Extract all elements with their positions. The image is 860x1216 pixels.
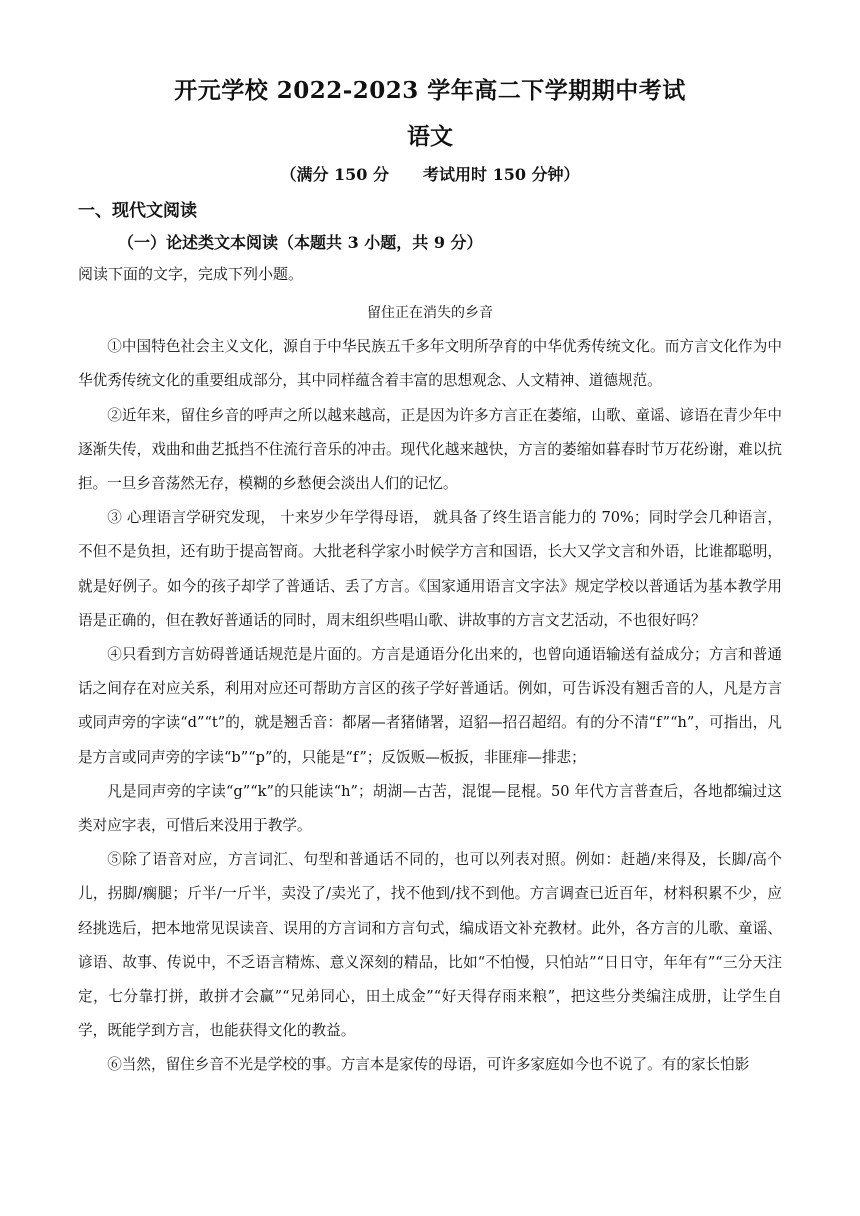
subject-title: 语文 bbox=[407, 123, 453, 150]
paragraph-3: ③ 心理语言学研究发现， 十来岁少年学得母语， 就具备了终生语言能力的 70%；同时学会几种语言，不但不是负担，还有助于提高智商。大批老科学家小时候学方言和国语，长大又学文言和外语，比谁都聪明，就是好例子。如今的孩子却学了普通话、丢了方言。《国家通用语言文字法》规定学校以普通话为基本教学用语是正确的，但在教好普通话的同时，周末组织些唱山歌、讲故事的方言文艺活动，不也很好吗？ bbox=[78, 509, 782, 629]
paragraph-4: ④只看到方言妨碍普通话规范是片面的。方言是通语分化出来的，也曾向通语输送有益成分；方言和普通话之间存在对应关系，利用对应还可帮助方言区的孩子学好普通话。例如，可告诉没有翘舌音的人，凡是方言或同声旁的字读“d”“t”的，就是翘舌音：都屠—者猪储署，迢貂—招召超绍。有的分不清“f”“h”，可指出，凡是方言或同声旁的字读“b”“p”的，只能是“f”；反饭贩—板扳，非匪痱—排悲； bbox=[78, 646, 782, 766]
paragraph-5: ⑤除了语音对应，方言词汇、句型和普通话不同的，也可以列表对照。例如：赶趟/来得及，长脚/高个儿，拐脚/瘸腿；斤半/一斤半，卖没了/卖光了，找不他到/找不到他。方言调查已近百年，材料积累不少，应经挑选后，把本地常见误读音、误用的方言词和方言句式，编成语文补充教材。此外，各方言的儿歌、童谣、谚语、故事、传说中，不乏语言精炼、意义深刻的精品，比如“不怕慢，只怕站”“日日守，年年有”“三分天注定，七分靠打拼，敢拼才会赢”“兄弟同心，田土成金”“好天得存雨来粮”，把这些分类编注成册，让学生自学，既能学到方言，也能获得文化的教益。 bbox=[78, 851, 782, 1040]
paragraph-1: ①中国特色社会主义文化，源自于中华民族五千多年文明所孕育的中华优秀传统文化。而方言文化作为中华优秀传统文化的重要组成部分，其中同样蕴含着丰富的思想观念、人文精神、道德规范。 bbox=[78, 338, 782, 390]
section-heading: 一、现代文阅读 bbox=[78, 201, 197, 221]
subsection-heading: （一）论述类文本阅读（本题共 3 小题，共 9 分） bbox=[118, 233, 483, 252]
article bbox=[78, 296, 782, 1083]
paragraph-2: ②近年来，留住乡音的呼声之所以越来越高，正是因为许多方言正在萎缩，山歌、童谣、谚语在青少年中逐渐失传，戏曲和曲艺抵挡不住流行音乐的冲击。现代化越来越快，方言的萎缩如暮春时节万花纷谢，难以抗拒。一旦乡音荡然无存，模糊的乡愁便会淡出人们的记忆。 bbox=[78, 406, 782, 493]
paragraph-4-continued: 凡是同声旁的字读“g”“k”的只能读“h”；胡湖—古苦，混馄—昆棍。50 年代方言普查后，各地都编过这类对应字表，可惜后来没用于教学。 bbox=[78, 782, 782, 835]
exam-meta bbox=[0, 162, 860, 185]
reading-instruction: 阅读下面的文字，完成下列小题。 bbox=[78, 265, 304, 283]
exam-time-text: 考试用时 150 分钟） bbox=[423, 165, 580, 184]
paragraph-6: ⑥当然，留住乡音不光是学校的事。方言本是家传的母语，可许多家庭如今也不说了。有的家长怕影 bbox=[107, 1056, 750, 1074]
exam-title: 开元学校 2022-2023 学年高二下学期期中考试 bbox=[174, 77, 686, 104]
article-title: 留住正在消失的乡音 bbox=[367, 305, 493, 321]
full-score-text: （满分 150 分 bbox=[280, 165, 389, 184]
